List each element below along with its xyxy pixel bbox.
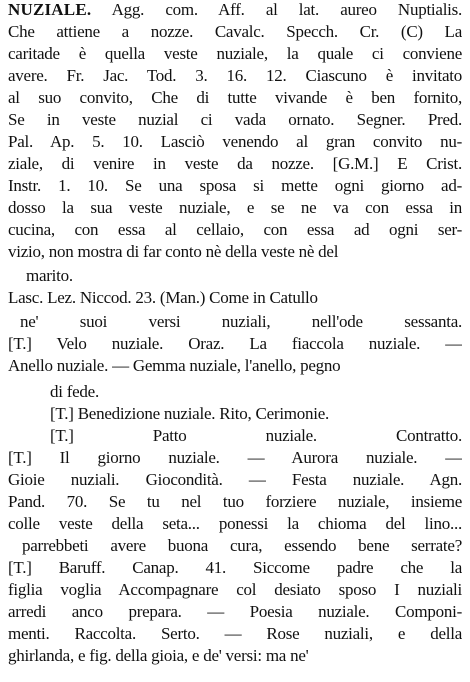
text-line: di fede. bbox=[50, 382, 99, 401]
text-line: [T.] Velo nuziale. Oraz. La fiaccola nuziale. — bbox=[8, 334, 462, 353]
text-line: dosso la sua veste nuziale, e se ne va con essa in bbox=[8, 198, 462, 217]
text-line: NUZIALE. Agg. com. Aff. al lat. aureo Nuptialis. bbox=[8, 0, 462, 19]
text-line: ghirlanda, e fig. della gioia, e de' versi: ma ne' bbox=[8, 646, 309, 665]
text-line: Anello nuziale. — Gemma nuziale, l'anello, pegno bbox=[8, 356, 341, 375]
text-line: cucina, con essa al cellaio, con essa ad ogni ser- bbox=[8, 220, 462, 239]
text-line: colle veste della seta... ponessi la chioma del lino... bbox=[8, 514, 462, 533]
text-line: arredi anco prepara. — Poesia nuziale. Componi- bbox=[8, 602, 462, 621]
text-line: menti. Raccolta. Serto. — Rose nuziali, e della bbox=[8, 624, 462, 643]
text-line: [T.] Benedizione nuziale. Rito, Cerimonie. bbox=[50, 404, 330, 423]
text-line: Pal. Ap. 5. 10. Lasciò venendo al gran convito nu- bbox=[8, 132, 462, 151]
text-line: Instr. 1. 10. Se una sposa si mette ogni giorno ad- bbox=[8, 176, 462, 195]
text-line: marito. bbox=[26, 266, 73, 285]
text-line: caritade è quella veste nuziale, la quale ci conviene bbox=[8, 44, 462, 63]
entry-headword: NUZIALE. bbox=[8, 0, 92, 19]
text-line: Lasc. Lez. Niccod. 23. (Man.) Come in Catullo bbox=[8, 288, 318, 307]
text-line: vizio, non mostra di far conto nè della veste nè del bbox=[8, 242, 339, 261]
text-line: figlia voglia Accompagnare col desiato sposo I nuziali bbox=[8, 580, 462, 599]
text-line: [T.] Patto nuziale. Contratto. bbox=[50, 426, 462, 445]
text-line: Che attiene a nozze. Cavalc. Specch. Cr. (C) La bbox=[8, 22, 462, 41]
text-line: parrebbeti avere buona cura, essendo bene serrate? bbox=[22, 536, 462, 555]
text-line: Se in veste nuzial ci vada ornato. Segner. Pred. bbox=[8, 110, 462, 129]
text-line: ne' suoi versi nuziali, nell'ode sessanta. bbox=[20, 312, 462, 331]
text-line: al suo convito, Che di tutte vivande è ben fornito, bbox=[8, 88, 462, 107]
text-line: avere. Fr. Jac. Tod. 3. 16. 12. Ciascuno è invitato bbox=[8, 66, 462, 85]
text-line: Gioie nuziali. Giocondità. — Festa nuziale. Agn. bbox=[8, 470, 462, 489]
text-line: [T.] Il giorno nuziale. — Aurora nuziale. — bbox=[8, 448, 462, 467]
text-line: Pand. 70. Se tu nel tuo forziere nuziale, insieme bbox=[8, 492, 462, 511]
text-line: ziale, di venire in veste da nozze. [G.M.] E Crist. bbox=[8, 154, 462, 173]
text-line: [T.] Baruff. Canap. 41. Siccome padre che la bbox=[8, 558, 462, 577]
